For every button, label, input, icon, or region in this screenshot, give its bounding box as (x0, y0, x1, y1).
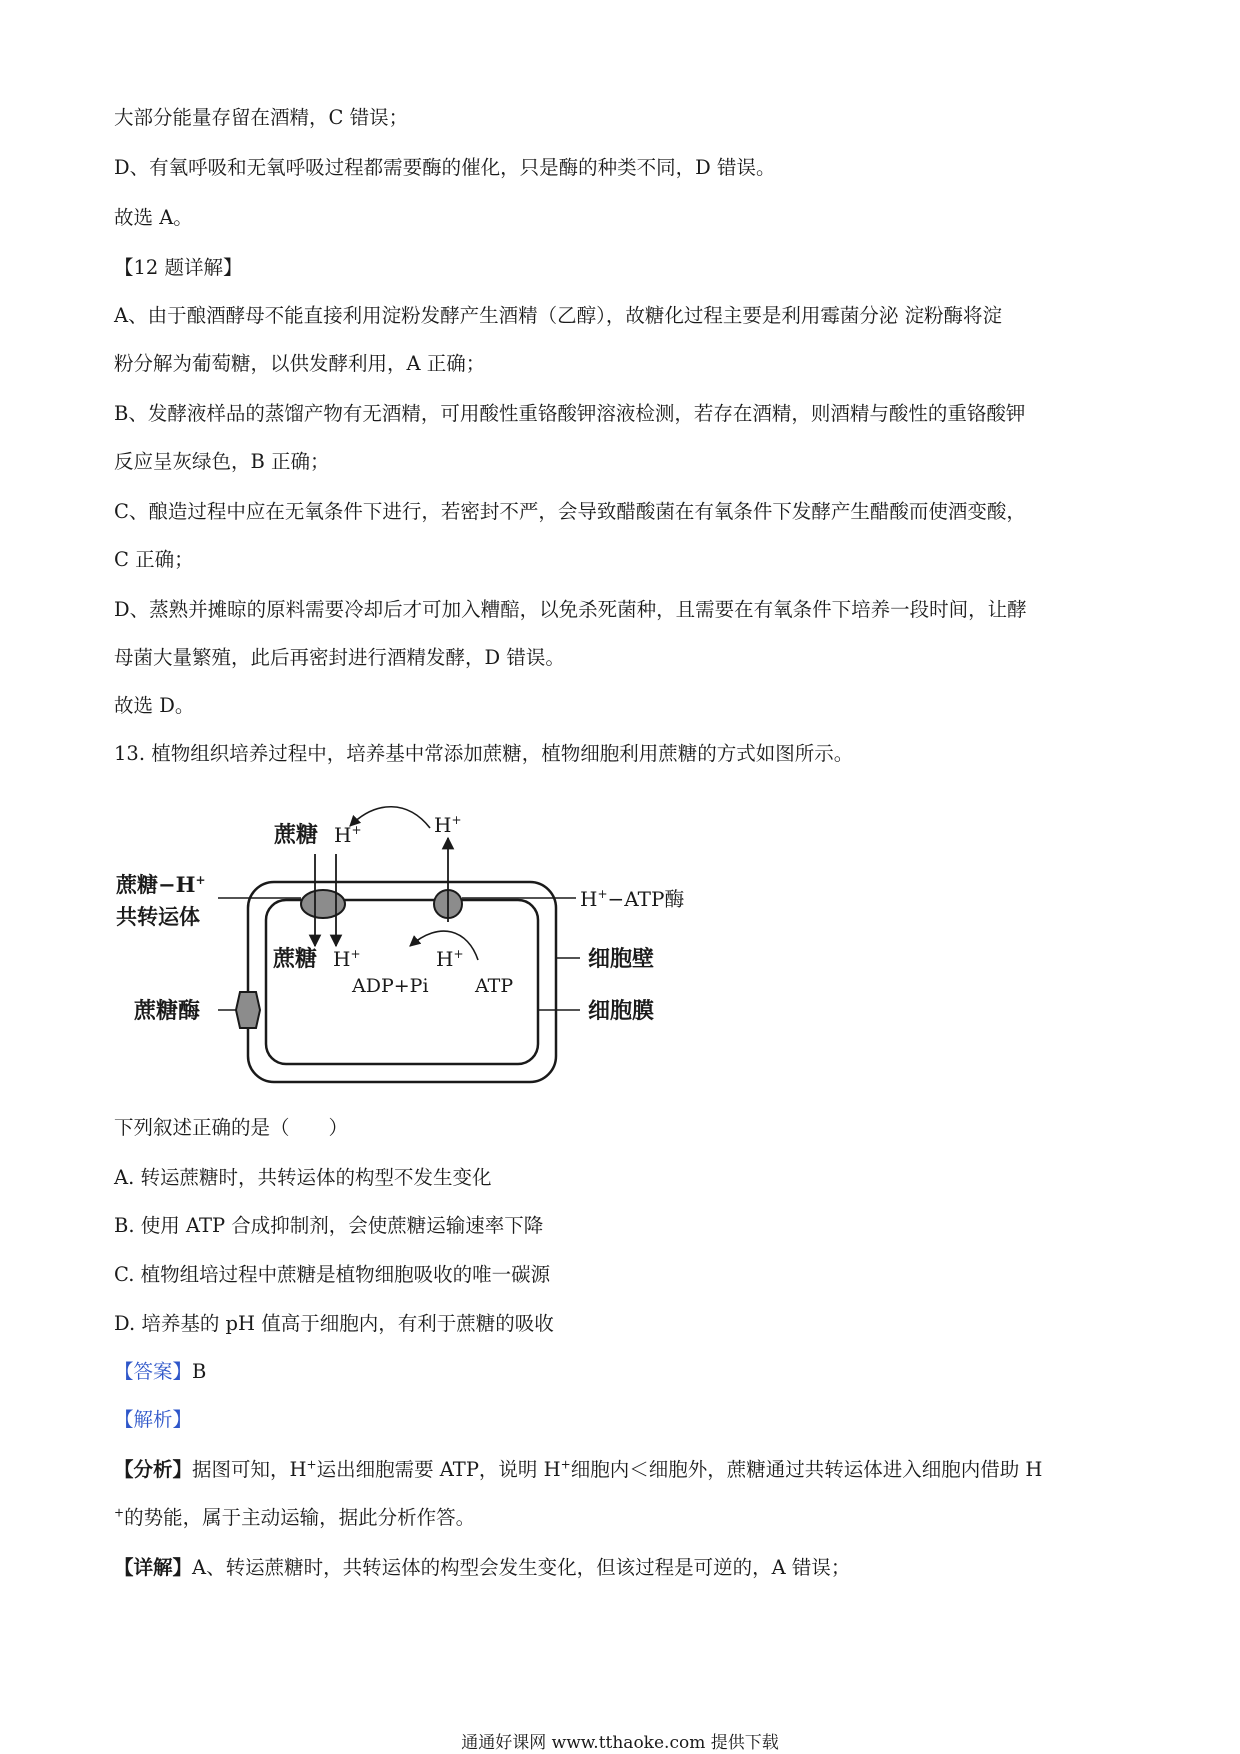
sucrose-transport-diagram (108, 796, 728, 1096)
adp-label: ADP+Pi (352, 975, 429, 997)
analysis-text: 的势能，属于主动运输，据此分析作答。 (124, 1506, 476, 1529)
footer: 通通好课网 www.tthaoke.com 提供下载 (461, 1733, 779, 1753)
answer-label: 【答案】 (114, 1360, 193, 1383)
analysis-text: 据图可知，H (192, 1458, 307, 1481)
cotransporter-label: 蔗糖−H+ (116, 872, 206, 897)
section-heading: 【12 题详解】 (114, 256, 243, 279)
paragraph: 反应呈灰绿色，B 正确； (114, 450, 330, 473)
detail-label: 【详解】 (114, 1556, 193, 1579)
analysis-line-2 (114, 1506, 475, 1530)
paragraph: 故选 D。 (114, 694, 195, 717)
sucrase-shape (236, 992, 260, 1028)
detail-text: A、转运蔗糖时，共转运体的构型会发生变化，但该过程是可逆的，A 错误； (192, 1556, 851, 1579)
proton-out-right-label: H+ (434, 813, 462, 837)
sucrose-out-label: 蔗糖 (274, 822, 319, 848)
superscript: + (306, 1457, 317, 1472)
superscript: + (114, 1505, 125, 1520)
paragraph: 粉分解为葡萄糖，以供发酵利用，A 正确； (114, 352, 486, 375)
sucrase-label: 蔗糖酶 (134, 998, 201, 1024)
analysis-heading: 【解析】 (114, 1408, 193, 1431)
proton-out-left-label: H+ (334, 823, 362, 847)
paragraph: D、有氧呼吸和无氧呼吸过程都需要酶的催化，只是酶的种类不同，D 错误。 (114, 156, 776, 179)
option-c: C. 植物组培过程中蔗糖是植物细胞吸收的唯一碳源 (114, 1263, 551, 1286)
answer-line (114, 1360, 206, 1384)
proton-return-arrow (350, 807, 430, 828)
proton-in-right-label: H+ (436, 947, 464, 971)
paragraph: C 正确； (114, 548, 194, 571)
superscript: + (560, 1457, 571, 1472)
paragraph: C、酿造过程中应在无氧条件下进行，若密封不严，会导致醋酸菌在有氧条件下发酵产生醋酸而使酒变酸， (114, 500, 1026, 523)
paragraph: 故选 A。 (114, 206, 193, 229)
paragraph: 大部分能量存留在酒精，C 错误； (114, 106, 409, 129)
cotransporter-shape (301, 890, 345, 918)
detail-line (114, 1556, 850, 1580)
option-b: B. 使用 ATP 合成抑制剂，会使蔗糖运输速率下降 (114, 1214, 544, 1237)
cell-wall-label: 细胞壁 (588, 946, 655, 972)
paragraph: 母菌大量繁殖，此后再密封进行酒精发酵，D 错误。 (114, 646, 565, 669)
answer-value: B (192, 1360, 207, 1383)
option-a: A. 转运蔗糖时，共转运体的构型不发生变化 (114, 1166, 492, 1189)
question-stem: 下列叙述正确的是（ ） (114, 1116, 349, 1139)
analysis-label: 【分析】 (114, 1458, 193, 1481)
atpase-label: H+−ATP酶 (580, 887, 685, 911)
paragraph: B、发酵液样品的蒸馏产物有无酒精，可用酸性重铬酸钾溶液检测，若存在酒精，则酒精与酸性的重铬酸钾 (114, 402, 1026, 425)
paragraph: D、蒸熟并摊晾的原料需要冷却后才可加入糟醅，以免杀死菌种，且需要在有氧条件下培养一段时间，让酵 (114, 598, 1027, 621)
analysis-line-1 (114, 1458, 1042, 1482)
analysis-text: 细胞内＜细胞外，蔗糖通过共转运体进入细胞内借助 H (570, 1458, 1043, 1481)
paragraph: A、由于酿酒酵母不能直接利用淀粉发酵产生酒精（乙醇），故糖化过程主要是利用霉菌分泌 淀粉酶将淀 (114, 304, 1003, 327)
analysis-text: 运出细胞需要 ATP，说明 H (316, 1458, 561, 1481)
atp-label: ATP (475, 975, 514, 997)
sucrose-in-label: 蔗糖 (273, 946, 318, 972)
cotransporter-label-line2: 共转运体 (116, 904, 200, 929)
question-title: 13. 植物组织培养过程中，培养基中常添加蔗糖，植物细胞利用蔗糖的方式如图所示。 (114, 742, 854, 765)
cell-membrane-label: 细胞膜 (588, 998, 655, 1024)
proton-in-left-label: H+ (333, 947, 361, 971)
option-d: D. 培养基的 pH 值高于细胞内，有利于蔗糖的吸收 (114, 1312, 554, 1335)
